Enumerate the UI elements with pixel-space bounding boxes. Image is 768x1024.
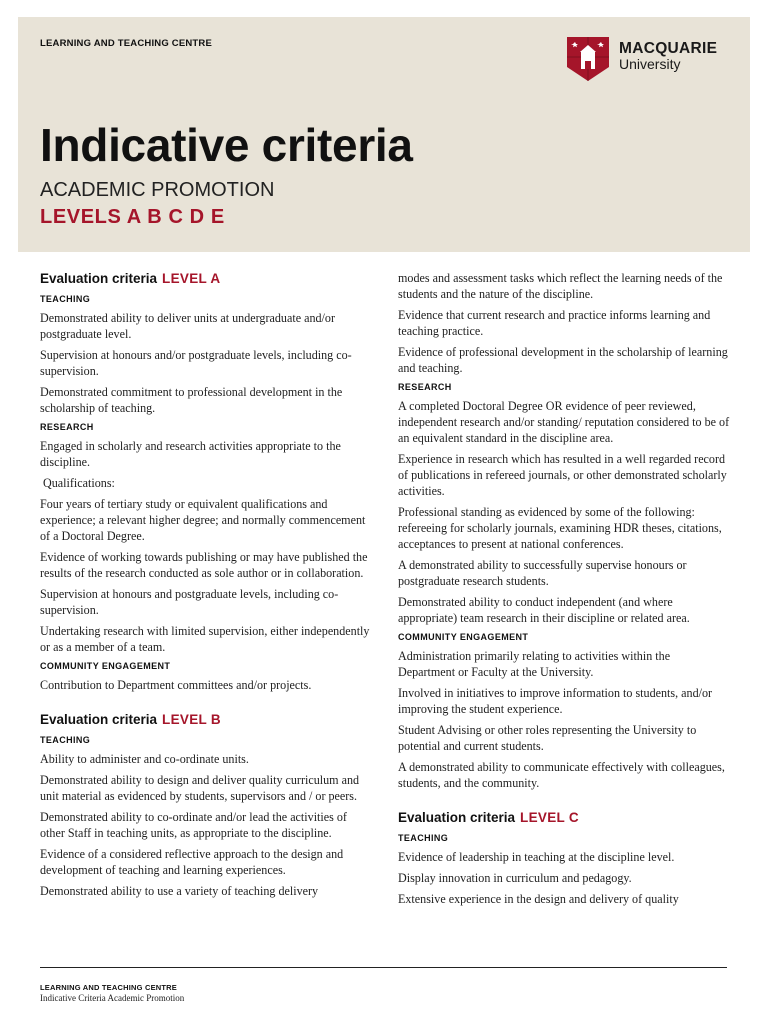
- footer-divider: [40, 967, 727, 968]
- criterion-item: A completed Doctoral Degree OR evidence of peer reviewed, independent research and/or standing/ reputation considered to be of an equivalent standard in the discipline area.: [398, 399, 730, 445]
- level-label: LEVEL C: [520, 810, 579, 825]
- footer-centre-label: LEARNING AND TEACHING CENTRE: [40, 983, 177, 992]
- criterion-item: Contribution to Department committees and/or projects.: [40, 678, 312, 692]
- criterion-item: Undertaking research with limited supervision, either independently or as a member of a team.: [40, 624, 370, 654]
- subsection-label: RESEARCH: [398, 382, 452, 392]
- subsection-label: TEACHING: [40, 735, 91, 745]
- criterion-item: Evidence that current research and practice informs learning and teaching practice.: [398, 308, 711, 338]
- logo-subwordmark: University: [619, 56, 681, 72]
- section-heading-text: Evaluation criteria: [40, 712, 158, 727]
- criterion-item: Evidence of professional development in the scholarship of learning and teaching.: [398, 345, 728, 375]
- section-heading-text: Evaluation criteria: [398, 810, 516, 825]
- qualifications-label: Qualifications:: [40, 476, 115, 490]
- subsection-label: COMMUNITY ENGAGEMENT: [40, 661, 171, 671]
- criterion-item: Evidence of a considered reflective approach to the design and development of teaching and learning experiences.: [40, 847, 344, 877]
- criterion-item: Evidence of working towards publishing or may have published the results of the research conducted as sole author or in collaboration.: [40, 550, 368, 580]
- criterion-item: modes and assessment tasks which reflect the learning needs of the students and the nature of the discipline.: [398, 271, 723, 301]
- criterion-item: Demonstrated ability to use a variety of teaching delivery: [40, 884, 319, 898]
- subsection-label: TEACHING: [398, 833, 449, 843]
- section-heading-level-c: [398, 809, 730, 827]
- university-logo[interactable]: [567, 37, 737, 83]
- criterion-item: Supervision at honours and/or postgraduate levels, including co-supervision.: [40, 348, 352, 378]
- criterion-item: Engaged in scholarly and research activities appropriate to the discipline.: [40, 439, 341, 469]
- criterion-item: Demonstrated ability to deliver units at undergraduate and/or postgraduate level.: [40, 311, 335, 341]
- criterion-item: Professional standing as evidenced by some of the following: refereeing for scholarly journals, examining HDR theses, citations, acceptances to present at national conferences.: [398, 505, 722, 551]
- criterion-item: Administration primarily relating to activities within the Department or Faculty at the University.: [398, 649, 671, 679]
- criterion-item: A demonstrated ability to successfully supervise honours or postgraduate research students.: [398, 558, 687, 588]
- footer-document-title: Indicative Criteria Academic Promotion: [40, 993, 185, 1003]
- criterion-item: Involved in initiatives to improve information to students, and/or improving the student experience.: [398, 686, 713, 716]
- criterion-item: Demonstrated commitment to professional development in the scholarship of teaching.: [40, 385, 343, 415]
- subsection-label: COMMUNITY ENGAGEMENT: [398, 632, 529, 642]
- criterion-item: Display innovation in curriculum and pedagogy.: [398, 871, 632, 885]
- criterion-item: Demonstrated ability to design and deliver quality curriculum and unit material as evidenced by students, supervisors and / or peers.: [40, 773, 360, 803]
- level-label: LEVEL A: [162, 271, 221, 286]
- criterion-item: Four years of tertiary study or equivalent qualifications and experience; a relevant higher degree; and normally commencement of a Doctoral Degree.: [40, 497, 366, 543]
- section-heading-level-a: [40, 270, 372, 288]
- criterion-item: A demonstrated ability to communicate effectively with colleagues, students, and the community.: [398, 760, 725, 790]
- criterion-item: Extensive experience in the design and delivery of quality: [398, 892, 679, 906]
- crest-icon: [567, 37, 609, 81]
- criterion-item: Demonstrated ability to conduct independent (and where appropriate) team research in their discipline or related area.: [398, 595, 690, 625]
- level-label: LEVEL B: [162, 712, 221, 727]
- centre-label: LEARNING AND TEACHING CENTRE: [40, 38, 213, 49]
- left-column: [40, 270, 372, 904]
- subsection-label: TEACHING: [40, 294, 91, 304]
- criterion-item: Experience in research which has resulted in a well regarded record of publications in refereed journals, or other demonstrated scholarly activities.: [398, 452, 727, 498]
- criterion-item: Demonstrated ability to co-ordinate and/or lead the activities of other Staff in teaching units, as appropriate to the discipline.: [40, 810, 347, 840]
- subsection-label: RESEARCH: [40, 422, 94, 432]
- logo-wordmark: MACQUARIE: [619, 40, 718, 57]
- criterion-item: Supervision at honours and postgraduate levels, including co-supervision.: [40, 587, 339, 617]
- criterion-item: Ability to administer and co-ordinate units.: [40, 752, 249, 766]
- section-heading-level-b: [40, 711, 372, 729]
- right-column: [398, 270, 730, 912]
- section-heading-text: Evaluation criteria: [40, 271, 158, 286]
- levels-label: LEVELS A B C D E: [40, 206, 225, 228]
- criterion-item: Student Advising or other roles representing the University to potential and current students.: [398, 723, 697, 753]
- page-title: Indicative criteria: [40, 119, 413, 171]
- page-subtitle: ACADEMIC PROMOTION: [40, 179, 275, 201]
- header-banner: [18, 17, 750, 252]
- criterion-item: Evidence of leadership in teaching at the discipline level.: [398, 850, 675, 864]
